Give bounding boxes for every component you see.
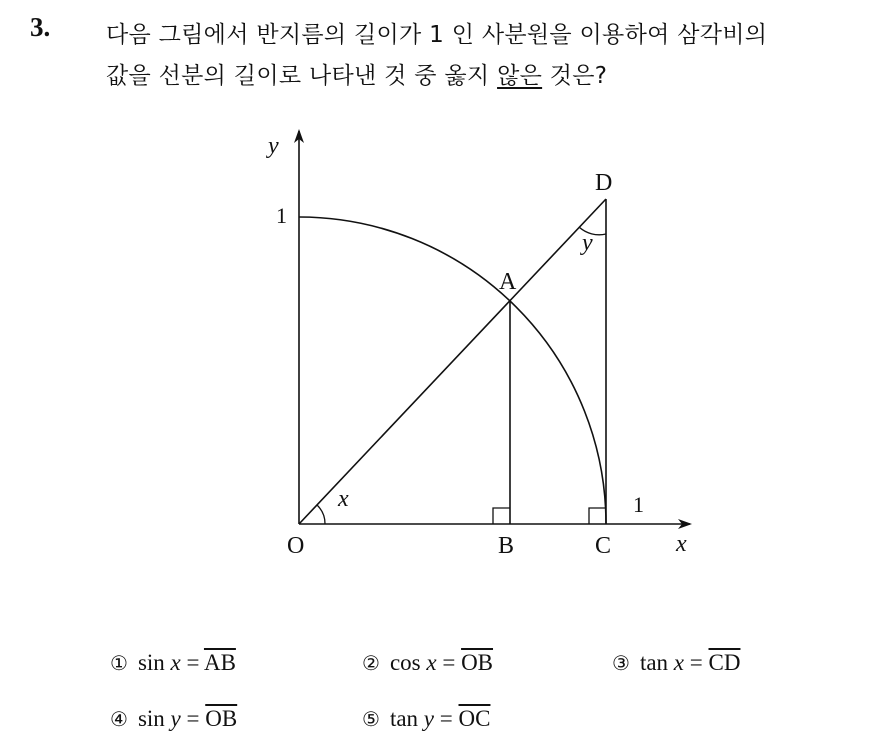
point-label-C: C [595,533,612,559]
point-label-A: A [499,269,517,295]
choice-4-equals: = [180,706,206,731]
choice-3-function: tan [639,650,669,675]
choice-5-equals: = [434,706,459,731]
choice-4-variable: y [170,706,181,731]
choice-1-equals: = [180,650,204,675]
point-label-D: D [595,170,613,196]
point-label-O: O [287,533,305,559]
tick-label-c-1: 1 [633,492,644,517]
question-text-line-2-start: 값을 선분의 길이로 나타낸 것 중 옳지 [106,63,498,89]
choice-1-mark: ① [110,651,128,675]
choice-2-equals: = [436,650,462,675]
choice-5[interactable] [362,706,490,732]
axis-y-label: y [268,133,279,159]
quarter-circle-arc [299,217,606,524]
question-text-line-2-end: 것은? [542,63,608,89]
right-angle-mark-B [493,508,510,524]
choice-3-variable: x [673,650,685,675]
choice-5-mark: ⑤ [362,707,380,731]
right-angle-mark-C [589,508,606,524]
choice-5-function: tan [389,706,419,731]
choice-2-segment: $\overline{OB}$ [461,650,494,675]
angle-arc-x [317,505,325,524]
angle-label-x: x [338,486,349,512]
choice-2-mark: ② [362,651,380,675]
choice-4[interactable] [110,706,237,732]
choice-1-function: sin [137,650,165,675]
choice-1-variable: x [170,650,181,675]
choice-3-mark: ③ [612,651,630,675]
choice-2[interactable] [362,650,493,676]
choice-3-equals: = [684,650,709,675]
choice-3-segment: $\overline{CD}$ [708,650,741,675]
choice-3[interactable] [612,650,740,676]
point-label-B: B [498,533,515,559]
choice-1[interactable] [110,650,236,676]
question-text-underlined-word: 않은 [497,63,543,89]
tick-label-y-1: 1 [276,203,287,228]
choice-4-segment: $\overline{OB}$ [205,706,238,731]
choice-2-function: cos [389,650,421,675]
axis-x-label: x [676,531,687,557]
choice-4-function: sin [137,706,165,731]
choice-2-variable: x [426,650,437,675]
question-text-line-1: 다음 그림에서 반지름의 길이가 1 인 사분원을 이용하여 삼각비의 [106,22,768,48]
choice-5-variable: y [423,706,435,731]
choice-1-segment: $\overline{AB}$ [203,650,236,675]
choice-5-segment: $\overline{OC}$ [458,706,491,731]
choice-4-mark: ④ [110,707,128,731]
angle-label-y: y [582,230,593,256]
question-number: 3. [30,12,51,42]
